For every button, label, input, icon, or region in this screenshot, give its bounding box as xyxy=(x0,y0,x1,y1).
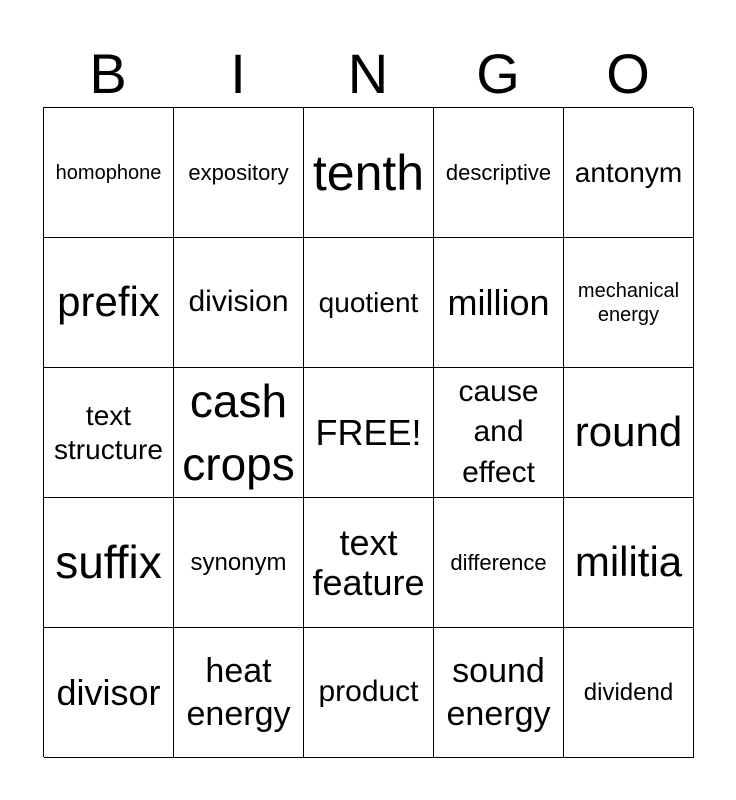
bingo-cell[interactable] xyxy=(174,108,304,238)
cell-text: cause and effect xyxy=(458,374,539,489)
bingo-cell[interactable] xyxy=(174,368,304,498)
cell-text: expository xyxy=(188,159,289,185)
bingo-cell[interactable] xyxy=(304,108,434,238)
bingo-cell[interactable] xyxy=(434,108,564,238)
cell-text: divisor xyxy=(56,671,161,713)
bingo-cell[interactable] xyxy=(564,238,694,368)
cell-text: heat energy xyxy=(186,652,291,733)
cell-text: militia xyxy=(574,538,683,586)
free-space-cell[interactable] xyxy=(304,368,434,498)
bingo-cell[interactable] xyxy=(304,238,434,368)
cell-text: dividend xyxy=(583,678,674,706)
cell-text: product xyxy=(318,675,419,709)
cell-text: homophone xyxy=(55,161,162,184)
bingo-cell[interactable] xyxy=(434,628,564,758)
cell-text: million xyxy=(447,281,550,323)
bingo-cell[interactable] xyxy=(564,498,694,628)
cell-text: sound energy xyxy=(446,652,551,733)
header-letter-i: I xyxy=(230,42,246,105)
bingo-cell[interactable] xyxy=(44,498,174,628)
bingo-cell[interactable] xyxy=(434,498,564,628)
bingo-card xyxy=(43,107,693,757)
cell-text: text feature xyxy=(312,521,425,603)
cell-text: antonym xyxy=(574,156,683,188)
header-letter-b: B xyxy=(89,42,127,105)
bingo-cell[interactable] xyxy=(44,368,174,498)
cell-text: division xyxy=(188,285,289,319)
cell-text: synonym xyxy=(190,548,287,576)
header-letter-n: N xyxy=(347,42,389,105)
cell-text: cash crops xyxy=(182,375,295,490)
cell-text: descriptive xyxy=(445,159,552,185)
cell-text: suffix xyxy=(55,536,162,589)
cell-text: quotient xyxy=(318,286,419,318)
cell-text: tenth xyxy=(312,144,425,201)
bingo-cell[interactable] xyxy=(174,628,304,758)
cell-text: difference xyxy=(450,549,547,575)
bingo-cell[interactable] xyxy=(564,368,694,498)
header-letter-g: G xyxy=(476,42,520,105)
cell-text: text structure xyxy=(54,399,163,465)
bingo-cell[interactable] xyxy=(434,238,564,368)
bingo-cell[interactable] xyxy=(44,238,174,368)
cell-text: round xyxy=(574,408,683,456)
cell-text: mechanical energy xyxy=(577,279,680,326)
free-space-label: FREE! xyxy=(315,411,422,453)
bingo-cell[interactable] xyxy=(44,628,174,758)
bingo-header xyxy=(43,42,693,106)
bingo-cell[interactable] xyxy=(564,628,694,758)
bingo-cell[interactable] xyxy=(304,628,434,758)
bingo-cell[interactable] xyxy=(44,108,174,238)
bingo-cell[interactable] xyxy=(564,108,694,238)
bingo-cell[interactable] xyxy=(434,368,564,498)
bingo-cell[interactable] xyxy=(304,498,434,628)
cell-text: prefix xyxy=(57,278,160,326)
header-letter-o: O xyxy=(606,42,650,105)
bingo-cell[interactable] xyxy=(174,498,304,628)
bingo-cell[interactable] xyxy=(174,238,304,368)
